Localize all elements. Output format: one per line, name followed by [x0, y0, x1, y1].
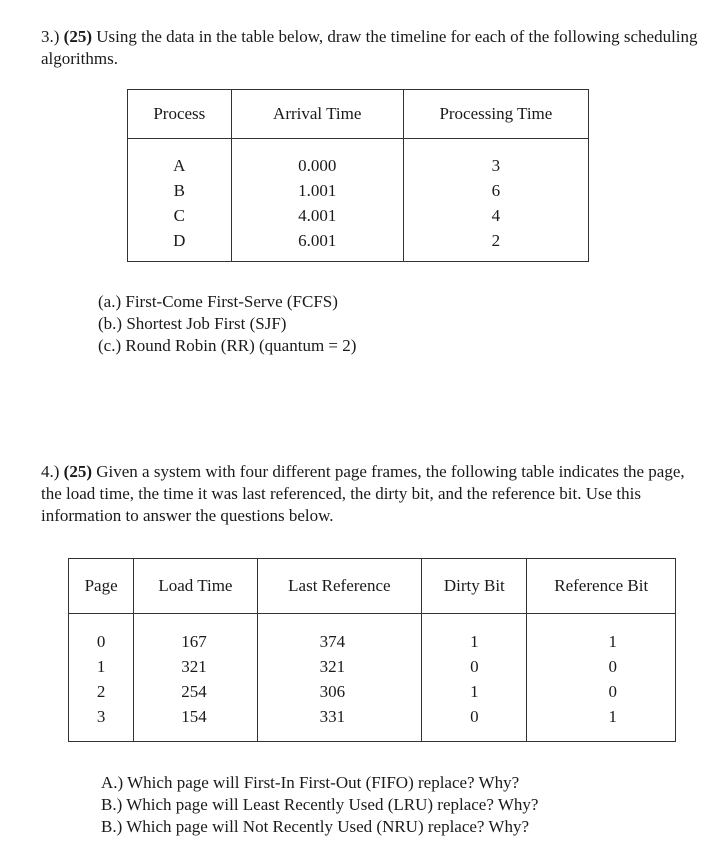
question-3-text: Using the data in the table below, draw the timeline for each of the following scheduling algorithms. [41, 27, 698, 68]
page-frame-table [68, 558, 676, 742]
part-fcfs: (a.) First-Come First-Serve (FCFS) [98, 292, 338, 311]
reference-bit-cell: 1 [608, 632, 617, 651]
last-reference-cell: 306 [319, 682, 346, 701]
load-time-cell: 154 [181, 707, 207, 726]
page-frame-table-header-row [69, 559, 676, 614]
question-4-number: 4.) [41, 462, 60, 481]
question-3-prompt [41, 26, 701, 70]
header-processing-time: Processing Time [403, 90, 588, 139]
dirty-bit-cell: 1 [470, 632, 479, 651]
question-4-prompt [41, 461, 703, 527]
page-frame-table-body-row [69, 614, 676, 742]
arrival-time-cell: 1.001 [298, 181, 337, 200]
last-reference-cell: 374 [319, 632, 346, 651]
last-reference-cell: 331 [319, 707, 346, 726]
dirty-bit-cell: 1 [470, 682, 479, 701]
processing-time-cell: 2 [491, 231, 501, 250]
scheduling-table-body-row [128, 139, 589, 262]
header-arrival-time: Arrival Time [231, 90, 403, 139]
scheduling-table [127, 89, 589, 262]
scheduling-table-header-row [128, 90, 589, 139]
reference-bit-column [527, 614, 676, 742]
reference-bit-cell: 0 [608, 657, 617, 676]
page-cell: 2 [96, 682, 106, 701]
subquestion-lru: B.) Which page will Least Recently Used (LRU) replace? Why? [101, 795, 539, 814]
process-cell: A [173, 156, 186, 175]
load-time-column [134, 614, 257, 742]
question-4-subquestions [101, 772, 661, 838]
last-reference-cell: 321 [319, 657, 346, 676]
last-reference-column [257, 614, 422, 742]
processing-time-cell: 4 [491, 206, 501, 225]
dirty-bit-cell: 0 [470, 707, 479, 726]
processing-time-cell: 3 [491, 156, 501, 175]
reference-bit-cell: 1 [608, 707, 617, 726]
header-load-time: Load Time [134, 559, 257, 614]
process-column [128, 139, 232, 262]
header-reference-bit: Reference Bit [527, 559, 676, 614]
part-sjf: (b.) Shortest Job First (SJF) [98, 314, 287, 333]
dirty-bit-column [422, 614, 527, 742]
question-3-points: (25) [63, 27, 92, 46]
page-column [69, 614, 134, 742]
header-last-reference: Last Reference [257, 559, 422, 614]
question-4-points: (25) [63, 462, 92, 481]
question-4-text: Given a system with four different page frames, the following table indicates the page, the load time, the time it was last referenced, the dirty bit, and the reference bit. Use this information to answer the questions below. [41, 462, 685, 525]
processing-time-cell: 6 [491, 181, 501, 200]
load-time-cell: 167 [181, 632, 207, 651]
subquestion-nru: B.) Which page will Not Recently Used (NRU) replace? Why? [101, 817, 530, 836]
process-cell: C [173, 206, 185, 225]
process-cell: D [173, 231, 186, 250]
arrival-time-cell: 0.000 [298, 156, 337, 175]
page-cell: 3 [96, 707, 106, 726]
arrival-time-cell: 6.001 [298, 231, 337, 250]
question-3-number: 3.) [41, 27, 60, 46]
arrival-time-cell: 4.001 [298, 206, 337, 225]
reference-bit-cell: 0 [608, 682, 617, 701]
header-process: Process [128, 90, 232, 139]
processing-time-column [403, 139, 588, 262]
header-dirty-bit: Dirty Bit [422, 559, 527, 614]
page-cell: 0 [96, 632, 106, 651]
page-cell: 1 [96, 657, 106, 676]
header-page: Page [69, 559, 134, 614]
process-cell: B [173, 181, 185, 200]
question-3-parts [98, 291, 498, 357]
part-round-robin: (c.) Round Robin (RR) (quantum = 2) [98, 336, 357, 355]
load-time-cell: 321 [181, 657, 207, 676]
subquestion-fifo: A.) Which page will First-In First-Out (FIFO) replace? Why? [101, 773, 520, 792]
dirty-bit-cell: 0 [470, 657, 479, 676]
arrival-time-column [231, 139, 403, 262]
load-time-cell: 254 [181, 682, 207, 701]
